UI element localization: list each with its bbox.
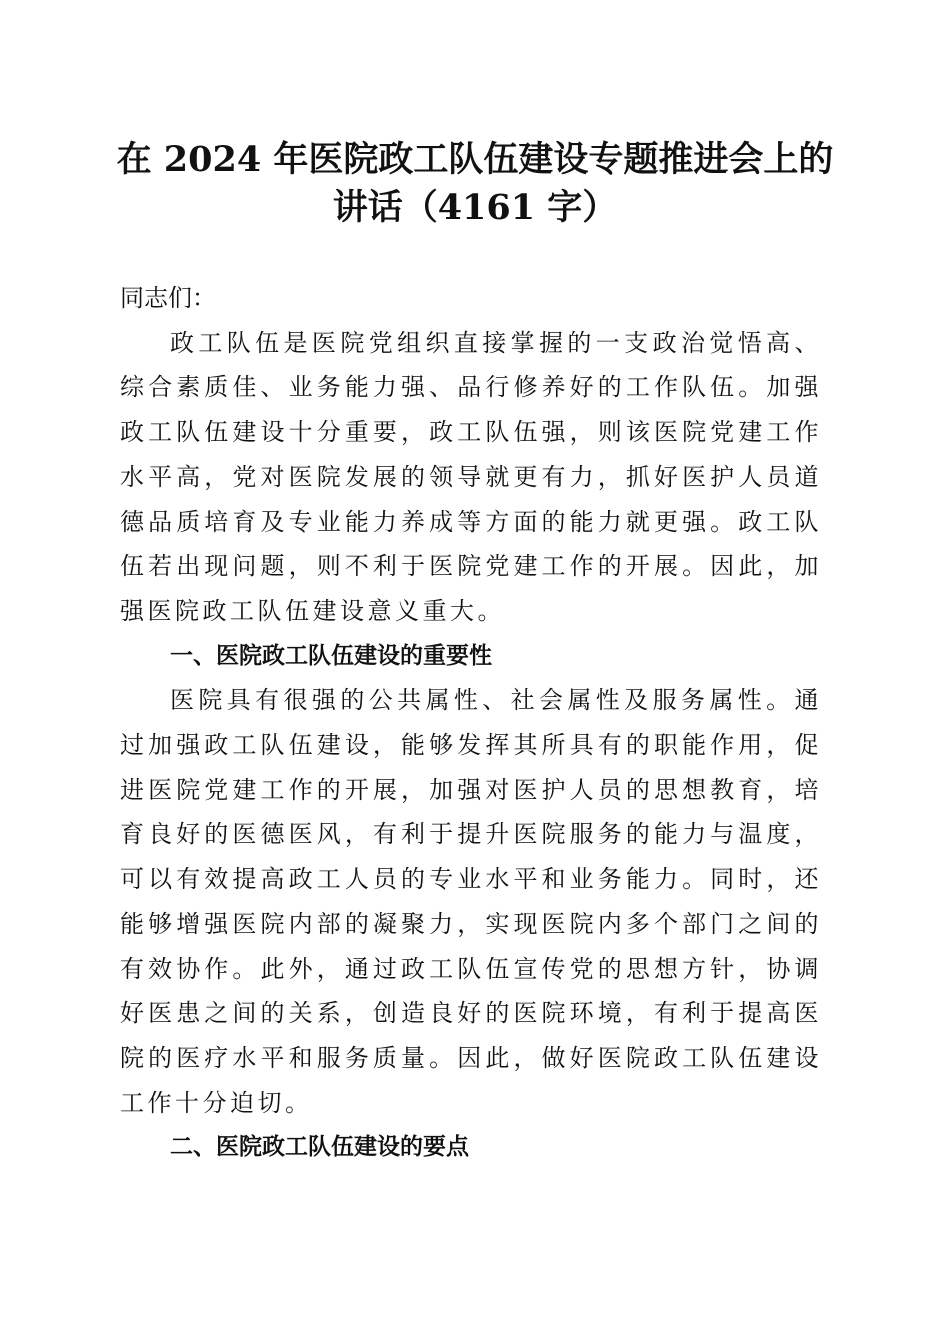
section-1-heading: 一、医院政工队伍建设的重要性	[170, 642, 492, 669]
section-2-heading: 二、医院政工队伍建设的要点	[170, 1134, 469, 1161]
title-line-2: 讲话（4161 字）	[332, 187, 618, 228]
document-body	[120, 276, 822, 1170]
intro-paragraph: 政工队伍是医院党组织直接掌握的一支政治觉悟高、综合素质佳、业务能力强、品行修养好的工作队伍。加强政工队伍建设十分重要，政工队伍强，则该医院党建工作水平高，党对医院发展的领导就更有力，抓好医护人员道德品质培育及专业能力养成等方面的能力就更强。政工队伍若出现问题，则不利于医院党建工作的开展。因此，加强医院政工队伍建设意义重大。	[120, 328, 822, 625]
document-title	[100, 136, 850, 232]
section-1-paragraph: 医院具有很强的公共属性、社会属性及服务属性。通过加强政工队伍建设，能够发挥其所具有的职能作用，促进医院党建工作的开展，加强对医护人员的思想教育，培育良好的医德医风，有利于提升医院服务的能力与温度，可以有效提高政工人员的专业水平和业务能力。同时，还能够增强医院内部的凝聚力，实现医院内多个部门之间的有效协作。此外，通过政工队伍宣传党的思想方针，协调好医患之间的关系，创造良好的医院环境，有利于提高医院的医疗水平和服务质量。因此，做好医院政工队伍建设工作十分迫切。	[120, 686, 822, 1117]
title-line-1: 在 2024 年医院政工队伍建设专题推进会上的	[116, 139, 834, 180]
salutation: 同志们：	[120, 284, 216, 312]
